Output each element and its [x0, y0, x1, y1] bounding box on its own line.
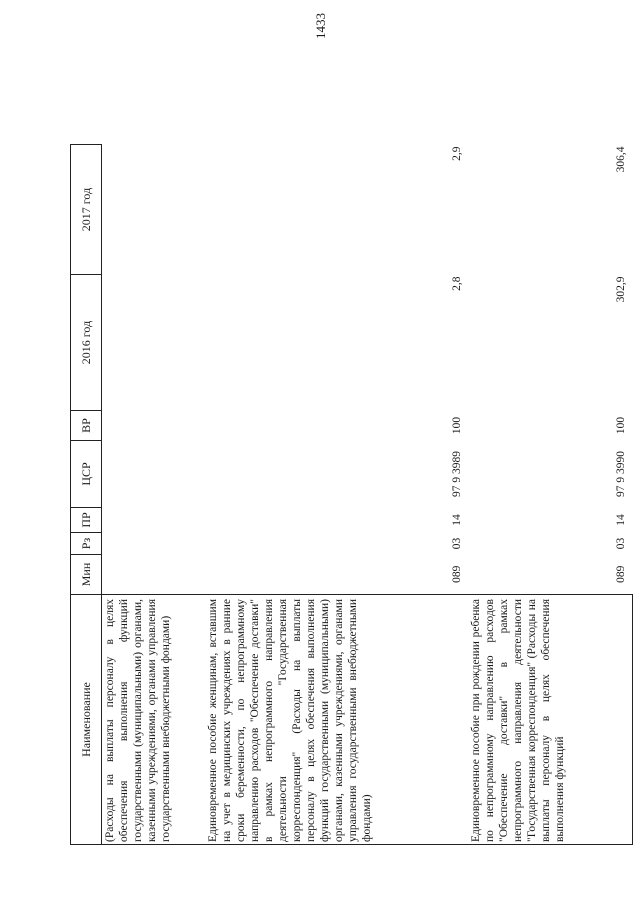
row-rz: 03: [615, 537, 627, 550]
row-vr: [102, 411, 206, 441]
row-csr: 97 9 3990: [615, 451, 627, 497]
row-name: Единовременное пособие женщинам, вставшим на учет в медицинских учреждениях в ранние сроки беременности, по непрограммному направлению расходов "Обеспечение доставки" в рамках непрограммного направления деятельности "Государственная корреспонденция" (Расходы на выплаты персоналу в целях обеспечения выполнения функций государственными (муниципальными) органами, казенными учреждениями, органами управления государственными внебюджетными фондами): [207, 599, 373, 842]
row-min: [102, 555, 206, 595]
column-header-2017: 2017 год: [71, 145, 102, 275]
row-name-cell: [205, 595, 468, 845]
row-csr: 97 9 3989: [451, 451, 463, 497]
budget-table: [70, 144, 633, 845]
row-amount-2016: 302,9: [615, 276, 627, 303]
row-min: 089: [615, 565, 627, 583]
row-amount-2016: [102, 275, 206, 411]
row-pr: 14: [615, 514, 627, 526]
column-header-pr: ПР: [71, 508, 102, 533]
row-vr: 100: [615, 416, 627, 435]
header-row: [71, 145, 102, 845]
page-number: 1433: [313, 13, 328, 39]
column-header-rz: Рз: [71, 533, 102, 555]
row-csr: [102, 441, 206, 508]
column-header-min: Мин: [71, 555, 102, 595]
rotated-page-content: [70, 55, 627, 845]
row-pr: 14: [451, 514, 463, 526]
row-rz: [102, 533, 206, 555]
row-name: Единовременное пособие при рождении ребенка по непрограммному направлению расходов "Обеспечение доставки" в рамках непрограммного направления деятельности "Государственная корреспонденция" (Расходы на выплаты персоналу в целях обеспечения выполнения функций: [470, 599, 566, 842]
table-row: [205, 145, 468, 845]
column-header-name: Наименование: [71, 595, 102, 845]
column-header-2016: 2016 год: [71, 275, 102, 411]
table-row: [468, 145, 632, 845]
row-rz: 03: [451, 537, 463, 550]
row-amount-2017: 306,4: [615, 146, 627, 173]
row-name: (Расходы на выплаты персоналу в целях обеспечения выполнения функций государственными (муниципальными) органами, казенными учреждениями, органами управления государственными внебюджетными фондами): [104, 599, 172, 842]
row-amount-2017: [102, 145, 206, 275]
row-name-cell: [468, 595, 632, 845]
row-amount-2017: 2,9: [451, 146, 463, 161]
table-row: [102, 145, 206, 845]
column-header-vr: ВР: [71, 411, 102, 441]
row-name-cell: [102, 595, 206, 845]
row-amount-2016: 2,8: [451, 276, 463, 291]
row-min: 089: [451, 565, 463, 583]
column-header-csr: ЦСР: [71, 441, 102, 508]
row-vr: 100: [451, 416, 463, 435]
row-pr: [102, 508, 206, 533]
